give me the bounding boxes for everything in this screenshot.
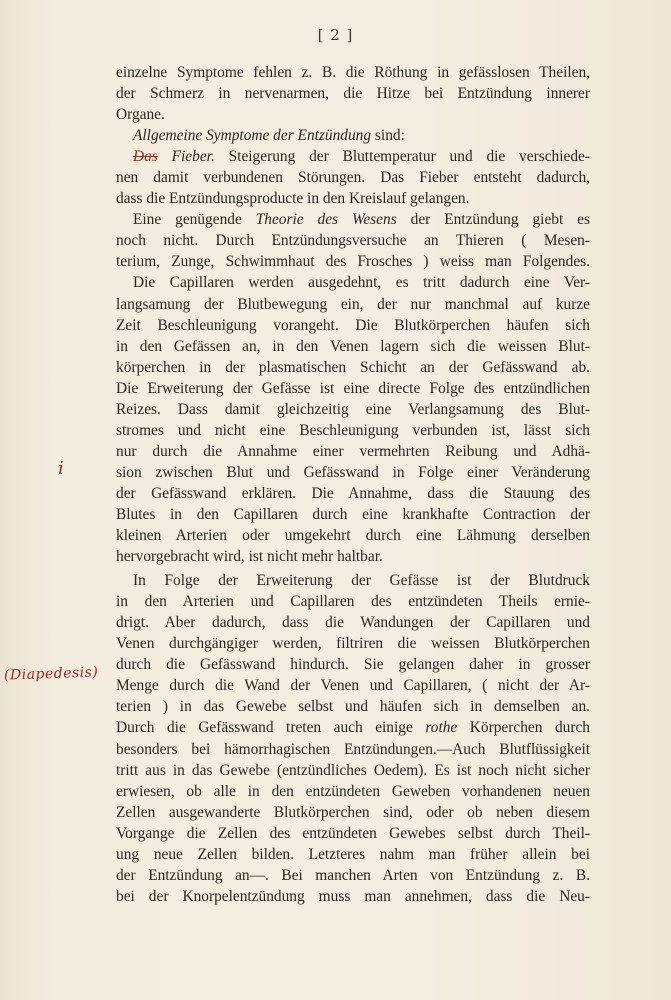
italic-phrase: rothe: [425, 719, 458, 737]
text-line: der Entzündung an—. Bei manchen Arten von Entzündung z. B.: [116, 866, 590, 884]
text-line: hervorgebracht wird, ist nicht mehr haltbar.: [116, 548, 383, 566]
text-line: tritt aus in das Gewebe (entzündliches Oedem). Es ist noch nicht sicher: [116, 761, 590, 779]
text-line: terien ) in das Gewebe selbst und häufen sich in demselben an.: [116, 698, 590, 716]
text-line: Allgemeine Symptome der Entzündung sind:: [133, 127, 405, 145]
text-line: durch die Gefässwand hindurch. Sie gelangen daher in grosser: [116, 656, 590, 674]
text-line: Die Capillaren werden ausgedehnt, es tritt dadurch eine Ver-: [133, 274, 590, 292]
text-line: Die Erweiterung der Gefässe ist eine directe Folge des entzündlichen: [116, 379, 590, 397]
text-line: der Schmerz in nervenarmen, die Hitze bei Entzündung innerer: [116, 85, 590, 103]
italic-phrase: Fieber.: [171, 148, 215, 166]
margin-note-diapedesis: (Diapedesis): [3, 664, 99, 684]
text-line: Blutes in den Capillaren durch eine krankhafte Contraction der: [116, 505, 590, 523]
text-line: Organe.: [116, 106, 165, 124]
italic-phrase: Theorie des Wesens: [255, 211, 397, 229]
text-line: Menge durch die Wand der Venen und Capillaren, ( nicht der Ar-: [116, 677, 590, 695]
text-line: langsamung der Blutbewegung ein, der nur manchmal auf kurze: [116, 295, 590, 313]
text-line: der Gefässwand erklären. Die Annahme, dass die Stauung des: [116, 484, 590, 502]
italic-phrase: Allgemeine Symptome der Entzündung: [133, 127, 372, 145]
text-line: erwiesen, ob alle in den entzündeten Geweben vorhandenen neuen: [116, 782, 590, 800]
text-line: Zeit Beschleunigung vorangeht. Die Blutkörperchen häufen sich: [116, 316, 590, 334]
text-line: terium, Zunge, Schwimmhaut des Frosches ) weiss man Folgendes.: [116, 253, 590, 271]
text-line: einzelne Symptome fehlen z. B. die Röthung in gefässlosen Theilen,: [116, 64, 590, 81]
text-line: Vorgange die Zellen des entzündeten Gewebes selbst durch Theil-: [116, 824, 590, 842]
text-line: sion zwischen Blut und Gefässwand in Folge einer Veränderung: [116, 463, 590, 481]
text-line: dass die Entzündungsproducte in den Kreislauf gelangen.: [116, 190, 470, 208]
text-line: kleinen Arterien oder umgekehrt durch eine Lähmung derselben: [116, 527, 590, 545]
page-number: [ 2 ]: [317, 26, 354, 44]
text-line: Venen durchgängiger werden, filtriren die weissen Blutkörperchen: [116, 635, 590, 653]
text-line: drigt. Aber dadurch, dass die Wandungen der Capillaren und: [116, 614, 590, 632]
text-line: körperchen in der plasmatischen Schicht an der Gefässwand ab.: [116, 358, 590, 376]
text-line: Eine genügende Theorie des Wesens der Entzündung giebt es: [133, 211, 590, 229]
text-line: stromes und nicht eine Beschleunigung verbunden ist, lässt sich: [116, 421, 590, 439]
body-text: [116, 62, 590, 907]
text-line: bei der Knorpelentzündung muss man annehmen, dass die Neu-: [116, 887, 590, 905]
text-line: nur durch die Annahme einer vermehrten Reibung und Adhä-: [116, 442, 590, 460]
text-line: Reizes. Dass damit gleichzeitig eine Verlangsamung des Blut-: [116, 400, 590, 418]
text-line: In Folge der Erweiterung der Gefässe ist der Blutdruck: [133, 572, 590, 590]
margin-note-i: i: [58, 458, 64, 479]
text-line: noch nicht. Durch Entzündungsversuche an Thieren ( Mesen-: [116, 232, 590, 250]
text-line: besonders bei hämorrhagischen Entzündungen.—Auch Blutflüssigkeit: [116, 740, 590, 758]
text-line: Das Fieber. Steigerung der Bluttemperatur und die verschiede-: [133, 148, 590, 166]
text-line: in den Arterien und Capillaren des entzündeten Theils ernie-: [116, 593, 590, 611]
text-line: Durch die Gefässwand treten auch einige rothe Körperchen durch: [116, 719, 590, 737]
text-line: ung neue Zellen bilden. Letzteres nahm man früher allein bei: [116, 845, 590, 863]
text-line: Zellen ausgewanderte Blutkörperchen sind, oder ob neben diesem: [116, 803, 590, 821]
text-line: nen damit verbundenen Störungen. Das Fieber entsteht dadurch,: [116, 169, 590, 187]
text-line: in den Gefässen an, in den Venen lagern sich die weissen Blut-: [116, 337, 590, 355]
struck-word: Das: [133, 148, 158, 166]
